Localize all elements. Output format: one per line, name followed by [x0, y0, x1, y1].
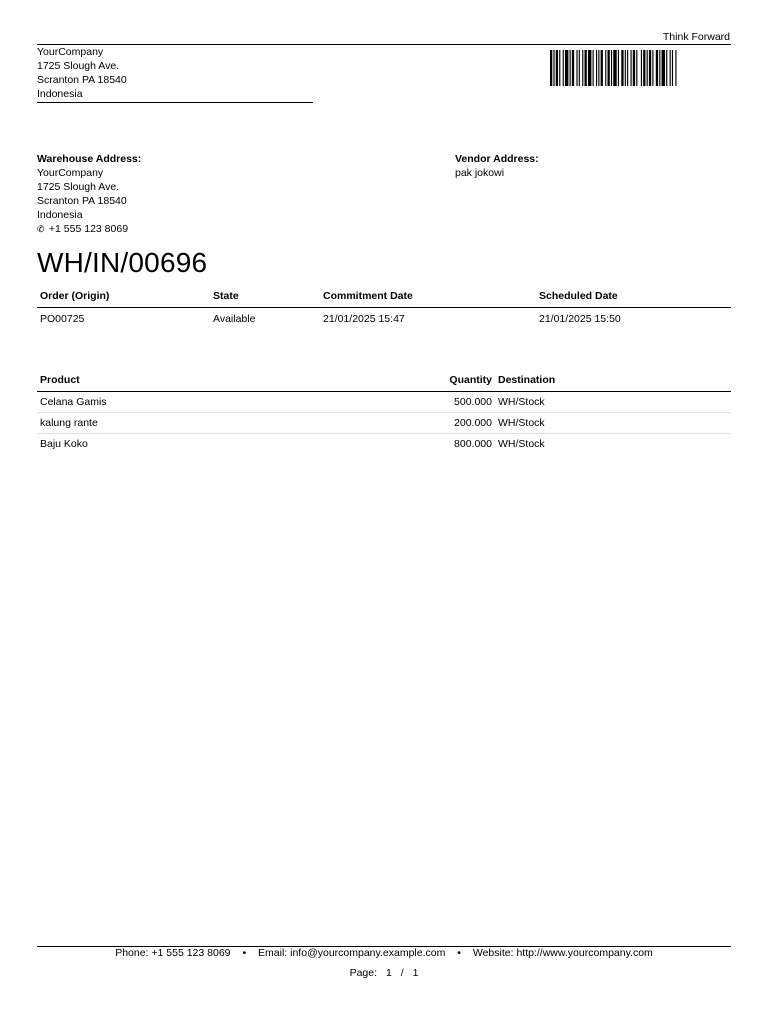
company-country: Indonesia	[37, 88, 83, 100]
footer-separator: •	[457, 947, 461, 959]
page-divider: /	[400, 967, 404, 979]
column-header-destination: Destination	[495, 371, 731, 392]
table-row	[37, 413, 731, 434]
page-counter	[0, 967, 768, 979]
warehouse-phone-row	[37, 222, 141, 236]
quantity-cell: 800.000	[454, 438, 492, 450]
table-row	[37, 434, 731, 455]
order-origin-cell: PO00725	[40, 313, 85, 325]
destination-cell: WH/Stock	[495, 413, 731, 434]
footer-website: Website: http://www.yourcompany.com	[472, 947, 653, 959]
vendor-address-label: Vendor Address:	[455, 153, 539, 165]
warehouse-address	[37, 152, 141, 236]
column-header-state: State	[210, 287, 320, 308]
warehouse-city: Scranton PA 18540	[37, 195, 127, 207]
column-header-order-origin: Order (Origin)	[37, 287, 210, 308]
warehouse-street: 1725 Slough Ave.	[37, 181, 120, 193]
footer-separator: •	[242, 947, 247, 959]
footer-email: Email: info@yourcompany.example.com	[258, 947, 446, 959]
company-tagline: Think Forward	[662, 31, 730, 43]
page-current: 1	[385, 967, 392, 979]
product-cell: kalung rante	[37, 413, 437, 434]
column-header-product: Product	[37, 371, 437, 392]
table-header-row	[37, 371, 731, 392]
product-moves-table	[37, 371, 731, 454]
column-header-commitment-date: Commitment Date	[320, 287, 536, 308]
company-city: Scranton PA 18540	[37, 74, 127, 86]
vendor-name: pak jokowi	[455, 167, 505, 179]
footer-phone: Phone: +1 555 123 8069	[115, 947, 231, 959]
table-row	[37, 308, 731, 331]
table-row	[37, 392, 731, 413]
commitment-date-cell: 21/01/2025 15:47	[323, 313, 405, 325]
scheduled-date-cell: 21/01/2025 15:50	[539, 313, 621, 325]
barcode-image	[549, 48, 715, 88]
state-cell: Available	[213, 313, 256, 325]
destination-cell: WH/Stock	[495, 392, 731, 413]
warehouse-address-label: Warehouse Address:	[37, 153, 142, 165]
product-cell: Celana Gamis	[37, 392, 437, 413]
company-address	[37, 45, 313, 103]
column-header-quantity: Quantity	[437, 371, 495, 392]
quantity-cell: 500.000	[437, 392, 495, 413]
document-title: WH/IN/00696	[37, 247, 208, 278]
table-header-row	[37, 287, 731, 308]
warehouse-country: Indonesia	[37, 209, 83, 221]
column-header-scheduled-date: Scheduled Date	[536, 287, 731, 308]
picking-info-table	[37, 287, 731, 330]
phone-icon: ✆	[37, 224, 45, 234]
company-street: 1725 Slough Ave.	[37, 60, 120, 72]
destination-cell: WH/Stock	[498, 438, 545, 450]
page-total: 1	[412, 967, 419, 979]
warehouse-name: YourCompany	[37, 167, 104, 179]
page-label: Page:	[349, 967, 378, 979]
product-cell: Baju Koko	[40, 438, 88, 450]
company-name: YourCompany	[37, 46, 104, 58]
warehouse-phone: +1 555 123 8069	[48, 223, 129, 235]
footer-contact	[37, 947, 731, 959]
quantity-cell: 200.000	[437, 413, 495, 434]
vendor-address	[455, 152, 539, 180]
